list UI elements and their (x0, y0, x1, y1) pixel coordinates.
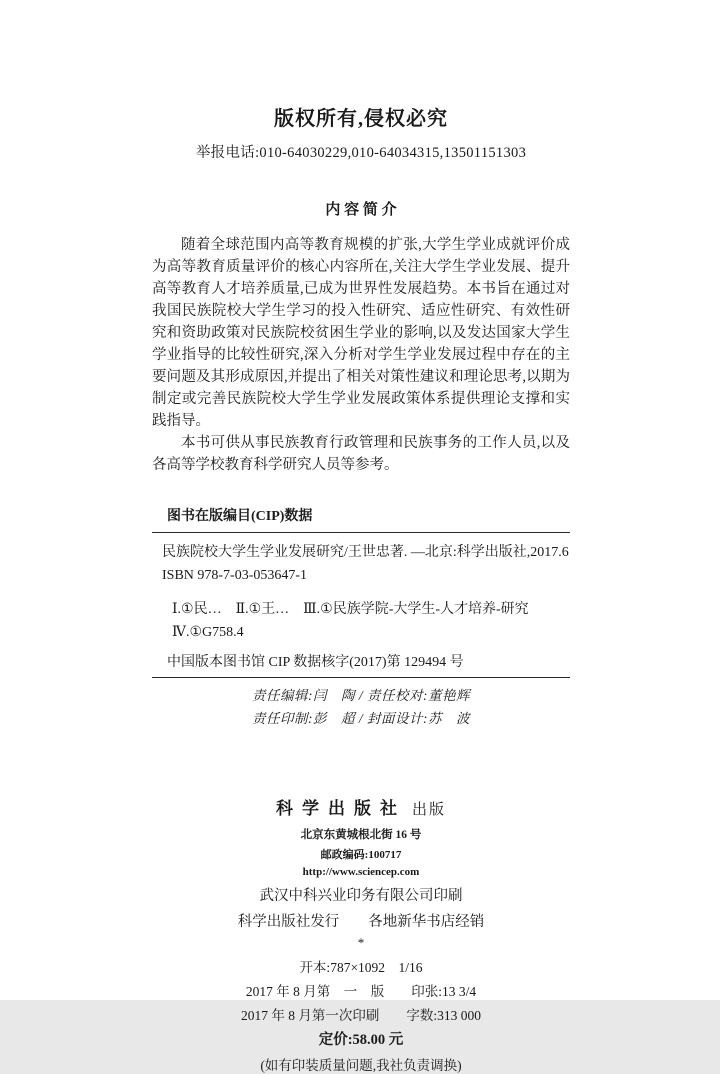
cip-classification-line-1: Ⅰ.①民… Ⅱ.①王… Ⅲ.①民族学院-大学生-人才培养-研究 (172, 602, 529, 617)
cip-rule-bottom (152, 677, 570, 678)
cip-classification-line-2: Ⅳ.①G758.4 (172, 625, 244, 640)
price-line: 定价:58.00 元 (318, 1032, 404, 1048)
intro-heading: 内 容 简 介 (325, 202, 397, 218)
credits-line-editors: 责任编辑:闫 陶 / 责任校对:董艳辉 (252, 688, 470, 703)
print-format-line: 开本:787×1092 1/16 (299, 960, 423, 975)
cip-rule-top (152, 532, 570, 533)
cip-registry-number: 中国版本图书馆 CIP 数据核字(2017)第 129494 号 (167, 655, 464, 670)
copyright-notice: 版权所有,侵权必究 (274, 108, 448, 130)
intro-paragraph-1: 随着全球范围内高等教育规模的扩张,大学生学业成就评价成为高等教育质量评价的核心内容所在,关注大学生学业发展、提升高等教育人才培养质量,已成为世界性发展趋势。本书旨在通过对我国民族院校大学生学习的投入性研究、适应性研究、有效性研究和资助政策对民族院校贫困生学业的影响,以及发达国家大学生学业指导的比较性研究,深入分析对学生学业发展过程中存在的主要问题及其形成原因,并提出了相关对策性建议和理论思考,以期为制定或完善民族院校大学生学业发展政策体系提供理论支撑和实践指导。 (152, 237, 570, 429)
credits-line-print-design: 责任印制:彭 超 / 封面设计:苏 波 (252, 711, 470, 726)
publisher-postcode: 邮政编码:100717 (320, 849, 402, 861)
publisher-line (152, 794, 570, 819)
publisher-name: 科学出版社 (275, 799, 406, 818)
intro-body (152, 234, 570, 476)
asterisk-divider: * (357, 935, 365, 950)
publisher-website: http://www.sciencep.com (302, 866, 420, 878)
quality-note-line: (如有印装质量问题,我社负责调换) (260, 1058, 462, 1073)
colophon (152, 794, 570, 1074)
printer-line: 武汉中科兴业印务有限公司印刷 (259, 888, 463, 904)
print-impression-line: 2017 年 8 月第一次印刷 字数:313 000 (240, 1008, 481, 1023)
distribution-line: 科学出版社发行 各地新华书店经销 (237, 914, 485, 930)
cip-title-line: 民族院校大学生学业发展研究/王世忠著. —北京:科学出版社,2017.6 (162, 545, 569, 560)
publisher-address: 北京东黄城根北街 16 号 (300, 829, 422, 841)
staff-credits (152, 684, 570, 730)
print-edition-line: 2017 年 8 月第 一 版 印张:13 3/4 (245, 984, 477, 999)
cip-heading: 图书在版编目(CIP)数据 (167, 509, 313, 524)
page-content (150, 0, 570, 1074)
report-phone-line: 举报电话:010-64030229,010-64034315,13501151303 (195, 145, 527, 161)
cip-section (152, 505, 570, 678)
publisher-publish-label: 出版 (411, 802, 446, 818)
cip-isbn: ISBN 978-7-03-053647-1 (162, 568, 308, 583)
intro-paragraph-2: 本书可供从事民族教育行政管理和民族事务的工作人员,以及各高等学校教育科学研究人员等参考。 (152, 435, 570, 473)
